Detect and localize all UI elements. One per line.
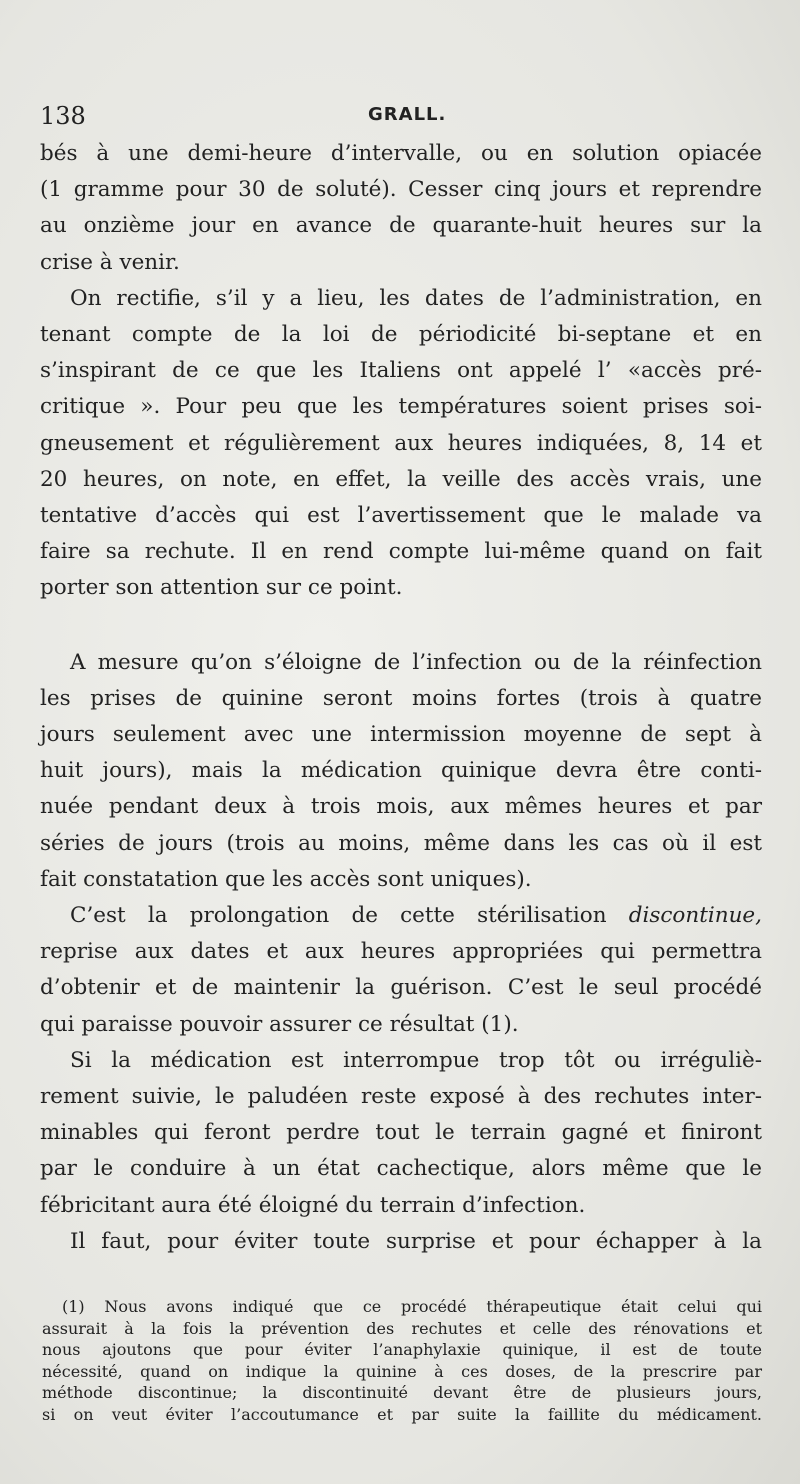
text-line: critique ». Pour peu que les températures soient prises soi-	[40, 394, 762, 420]
text-line: faire sa rechute. Il en rend compte lui-même quand on fait	[40, 539, 762, 565]
paragraph-5	[40, 1043, 762, 1224]
footnote-line: méthode discontinue; la discontinuité devant être de plusieurs jours,	[42, 1383, 762, 1402]
text-line: 20 heures, on note, en effet, la veille des accès vrais, une	[40, 466, 762, 492]
text-line: Si la médication est interrompue trop tôt ou irréguliè-	[70, 1047, 762, 1073]
text-line: tentative d’accès qui est l’avertissement que le malade va	[40, 503, 762, 529]
text-line: porter son attention sur ce point.	[40, 575, 403, 601]
text-line: bés à une demi-heure d’intervalle, ou en solution opiacée	[40, 141, 762, 166]
text-line: A mesure qu’on s’éloigne de l’infection ou de la réinfection	[70, 649, 762, 675]
text-line: par le conduire à un état cachectique, alors même que le	[40, 1156, 762, 1182]
page-number: 138	[40, 102, 86, 130]
paragraph-4	[40, 898, 762, 1043]
text-line: les prises de quinine seront moins fortes (trois à quatre	[40, 685, 762, 711]
text-line	[40, 898, 762, 934]
text-line: (1 gramme pour 30 de soluté). Cesser cinq jours et reprendre	[40, 177, 762, 203]
text-line: gneusement et régulièrement aux heures indiquées, 8, 14 et	[40, 430, 762, 456]
paragraph-1	[40, 136, 762, 281]
footnote-line: si on veut éviter l’accoutumance et par suite la faillite du médicament.	[42, 1404, 762, 1424]
text-line: d’obtenir et de maintenir la guérison. C’est le seul procédé	[40, 975, 762, 1001]
text-line: jours seulement avec une intermission moyenne de sept à	[40, 722, 762, 748]
footnote-line: (1) Nous avons indiqué que ce procédé thérapeutique était celui qui	[62, 1297, 762, 1316]
footnote-line: nécessité, quand on indique la quinine à ces doses, de la prescrire par	[42, 1361, 762, 1381]
text-line: s’inspirant de ce que les Italiens ont appelé l’ «accès pré-	[40, 358, 762, 384]
body-text	[40, 136, 762, 1260]
paragraph-2	[40, 281, 762, 607]
paragraph-3	[40, 645, 762, 898]
text-line: séries de jours (trois au moins, même dans les cas où il est	[40, 830, 762, 856]
text-line: crise à venir.	[40, 249, 180, 275]
text-line: Il faut, pour éviter toute surprise et pour échapper à la	[70, 1228, 762, 1254]
text-line: rement suivie, le paludéen reste exposé à des rechutes inter-	[40, 1084, 762, 1110]
text-line: au onzième jour en avance de quarante-huit heures sur la	[40, 213, 762, 239]
text-line: qui paraisse pouvoir assurer ce résultat (1).	[40, 1011, 519, 1037]
footnote-line: assurait à la fois la prévention des rechutes et celle des rénovations et	[42, 1318, 762, 1338]
text-line: On rectifie, s’il y a lieu, les dates de l’administration, en	[70, 285, 762, 311]
text-line: minables qui feront perdre tout le terrain gagné et finiront	[40, 1120, 762, 1146]
running-head: GRALL.	[368, 104, 447, 125]
text-run: C’est la prolongation de cette stérilisation	[70, 903, 629, 929]
italic-word: discontinue,	[628, 903, 762, 929]
text-line: fébricitant aura été éloigné du terrain d’infection.	[40, 1192, 586, 1218]
text-line: tenant compte de la loi de périodicité bi-septane et en	[40, 322, 762, 348]
page-header	[40, 98, 760, 132]
text-line: huit jours), mais la médication quinique devra être conti-	[40, 758, 762, 784]
text-line: reprise aux dates et aux heures appropriées qui permettra	[40, 939, 762, 965]
paragraph-6	[40, 1224, 762, 1260]
text-line: nuée pendant deux à trois mois, aux mêmes heures et par	[40, 794, 762, 820]
text-line: fait constatation que les accès sont uniques).	[40, 866, 532, 892]
footnote-line: nous ajoutons que pour éviter l’anaphylaxie quinique, il est de toute	[42, 1340, 762, 1359]
footnote	[42, 1296, 762, 1425]
